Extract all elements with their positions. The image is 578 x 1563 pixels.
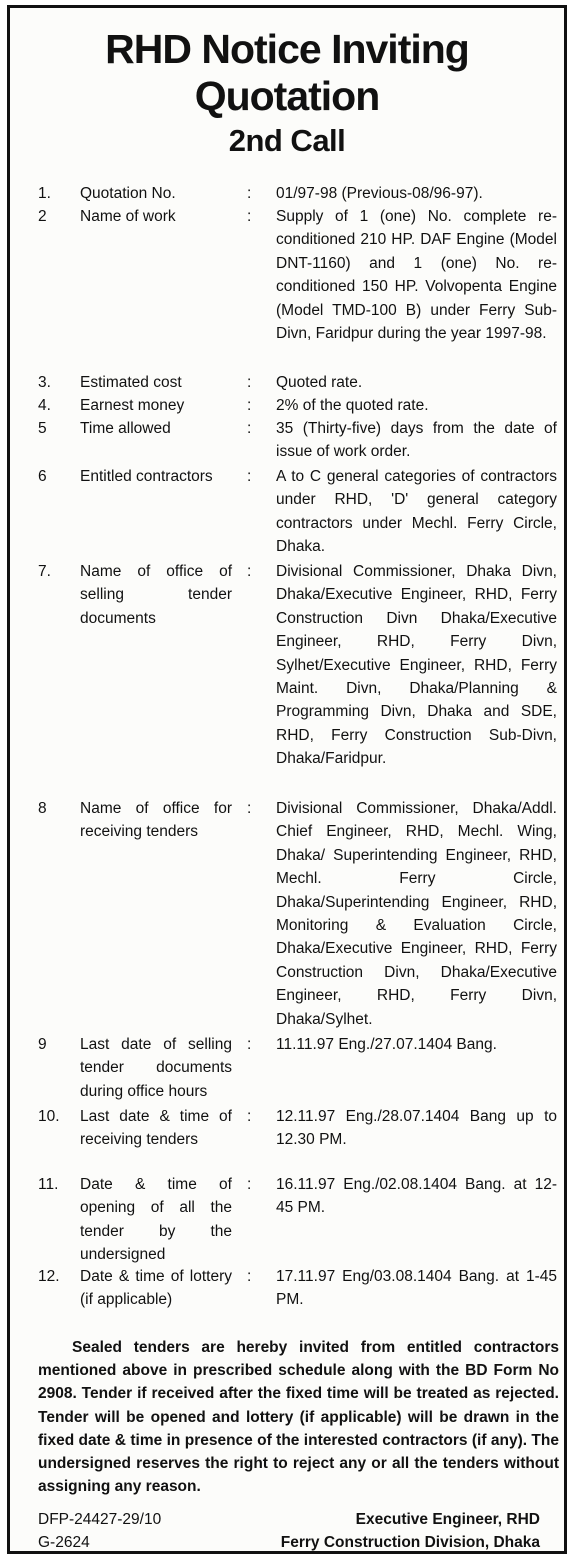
item-number: 3. bbox=[38, 374, 51, 391]
item-number: 4. bbox=[38, 397, 51, 414]
item-colon: : bbox=[247, 185, 252, 202]
item-value: 17.11.97 Eng/03.08.1404 Bang. at 1-45 PM. bbox=[276, 1268, 557, 1309]
item-value: 2% of the quoted rate. bbox=[276, 397, 429, 414]
item-colon: : bbox=[247, 397, 252, 414]
item-value: 11.11.97 Eng./27.07.1404 Bang. bbox=[276, 1036, 497, 1053]
item-number: 11. bbox=[38, 1176, 59, 1193]
footer-references bbox=[38, 1508, 161, 1554]
item-value: A to C general categories of contractors under RHD, 'D' general category contractors under Mechl. Ferry Circle, Dhaka. bbox=[276, 468, 557, 556]
item-label: Quotation No. bbox=[80, 185, 176, 202]
notice-frame bbox=[7, 5, 567, 1554]
item-number: 5 bbox=[38, 420, 47, 437]
item-label: Last date & time of receiving tenders bbox=[80, 1108, 232, 1149]
item-number: 6 bbox=[38, 468, 47, 485]
item-label: Name of office of selling tender documents bbox=[80, 563, 232, 627]
item-value: Quoted rate. bbox=[276, 374, 363, 391]
item-colon: : bbox=[247, 800, 252, 817]
item-colon: : bbox=[247, 1268, 252, 1285]
item-value: Supply of 1 (one) No. complete re-conditioned 210 HP. DAF Engine (Model DNT-1160) and 1 (one) No. re-conditioned 150 HP. Volvopenta Engine (Model TMD-100 B) under Ferry Sub-Divn, Faridpur during the year 1997-98. bbox=[276, 208, 557, 343]
item-colon: : bbox=[247, 1176, 252, 1193]
notice-paragraph: Sealed tenders are hereby invited from entitled contractors mentioned above in prescribed schedule along with the BD Form No 2908. Tender if received after the fixed time will be treated as rejected. Tender will be opened and lottery (if applicable) will be drawn in the fixed date & time in presence of the interested contractors (if any). The undersigned reserves the right to reject any or all the tenders without assigning any reason. bbox=[38, 1339, 559, 1496]
item-colon: : bbox=[247, 1036, 252, 1053]
item-value: Divisional Commissioner, Dhaka/Addl. Chief Engineer, RHD, Mechl. Wing, Dhaka/ Superintending Engineer, RHD, Mechl. Ferry Circle, Dhaka/Superintending Engineer, RHD, Monitoring & Evaluation Circle, Dhaka/Executive Engineer, RHD, Ferry Construction Divn, Dhaka/Executive Engineer, RHD, Ferry Divn, Dhaka/Sylhet. bbox=[276, 800, 557, 1028]
item-number: 8 bbox=[38, 800, 47, 817]
item-label: Time allowed bbox=[80, 420, 171, 437]
item-value: 12.11.97 Eng./28.07.1404 Bang up to 12.30 PM. bbox=[276, 1108, 557, 1149]
item-colon: : bbox=[247, 563, 252, 580]
item-label: Name of work bbox=[80, 208, 176, 225]
item-number: 7. bbox=[38, 563, 51, 580]
item-number: 10. bbox=[38, 1108, 60, 1125]
item-label: Earnest money bbox=[80, 397, 185, 414]
title-line-1: RHD Notice Inviting bbox=[105, 26, 469, 72]
item-label: Last date of selling tender documents during office hours bbox=[80, 1036, 232, 1100]
item-colon: : bbox=[247, 1108, 252, 1125]
signature-block bbox=[281, 1508, 540, 1554]
call-heading: 2nd Call bbox=[228, 123, 346, 158]
reference-dfp: DFP-24427-29/10 bbox=[38, 1511, 162, 1528]
item-colon: : bbox=[247, 208, 252, 225]
item-label: Date & time of lottery (if applicable) bbox=[80, 1268, 232, 1309]
item-label: Entitled contractors bbox=[80, 468, 213, 485]
item-label: Date & time of opening of all the tender by the undersigned bbox=[80, 1176, 232, 1264]
signatory-division: Ferry Construction Division, Dhaka bbox=[280, 1534, 540, 1551]
item-value: 35 (Thirty-five) days from the date of issue of work order. bbox=[276, 420, 557, 461]
item-number: 9 bbox=[38, 1036, 47, 1053]
reference-g: G-2624 bbox=[38, 1534, 90, 1551]
notice-title bbox=[10, 26, 564, 120]
item-number: 12. bbox=[38, 1268, 60, 1285]
title-line-2: Quotation bbox=[194, 73, 380, 119]
item-number: 2 bbox=[38, 208, 47, 225]
item-colon: : bbox=[247, 374, 252, 391]
item-label: Estimated cost bbox=[80, 374, 182, 391]
item-label: Name of office for receiving tenders bbox=[80, 800, 232, 841]
item-number: 1. bbox=[38, 185, 51, 202]
item-value: 01/97-98 (Previous-08/96-97). bbox=[276, 185, 483, 202]
signatory-title: Executive Engineer, RHD bbox=[355, 1511, 540, 1528]
item-value: Divisional Commissioner, Dhaka Divn, Dhaka/Executive Engineer, RHD, Ferry Construction Divn Dhaka/Executive Engineer, RHD, Ferry Divn, Sylhet/Executive Engineer, RHD, Ferry Maint. Divn, Dhaka/Planning & Programming Divn, Dhaka and SDE, RHD, Ferry Construction Sub-Divn, Dhaka/Faridpur. bbox=[276, 563, 557, 768]
item-colon: : bbox=[247, 468, 252, 485]
item-value: 16.11.97 Eng./02.08.1404 Bang. at 12-45 PM. bbox=[276, 1176, 557, 1217]
item-colon: : bbox=[247, 420, 252, 437]
